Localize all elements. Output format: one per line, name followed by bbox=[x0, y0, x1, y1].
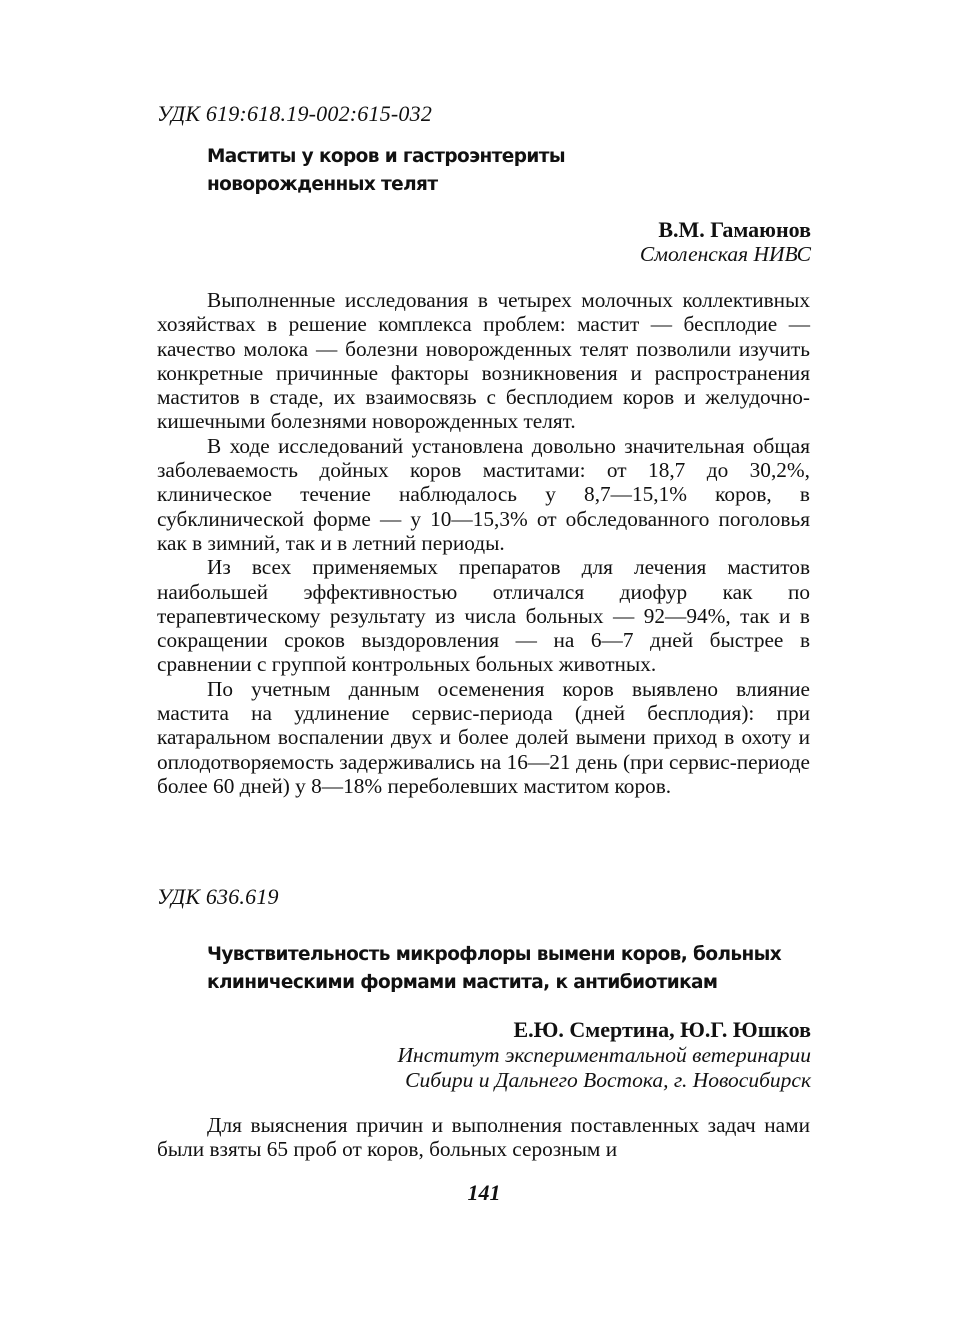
article1-paragraph: Из всех применяемых препаратов для лечения маститов наибольшей эффективностью отличался диофур как по терапевтическому результату из числа больных — 92—94%, так и в сокращении сроков выздоровления — на 6—7 дней быстрее в сравнении с группой контрольных больных животных. bbox=[157, 555, 810, 677]
page-number: 141 bbox=[467, 1180, 501, 1205]
article1-author: В.М. Гамаюнов bbox=[658, 217, 811, 242]
article1-paragraph: В ходе исследований установлена довольно значительная общая заболеваемость дойных коров маститами: от 18,7 до 30,2%, клиническое течение наблюдалось у 8,7—15,1% коров, в субклинической форме — у 10—15,3% от обследованного поголовья как в зимний, так и в летний периоды. bbox=[157, 433, 810, 555]
article1-udk: УДК 619:618.19-002:615-032 bbox=[157, 101, 433, 126]
article2-body bbox=[157, 1113, 810, 1162]
article1-title-line: Маститы у коров и гастроэнтериты bbox=[207, 146, 565, 167]
article1-body bbox=[157, 288, 810, 798]
article2-author: Е.Ю. Смертина, Ю.Г. Юшков bbox=[513, 1017, 811, 1042]
article1-affiliation-line: Смоленская НИВС bbox=[639, 242, 811, 266]
article1-title-line: новорожденных телят bbox=[207, 174, 438, 195]
article2-affiliation bbox=[398, 1043, 812, 1093]
article1-title bbox=[207, 143, 827, 199]
article1-paragraph: По учетным данным осеменения коров выявлено влияние мастита на удлинение сервис-периода (дней бесплодия): при катаральном воспалении двух и более долей вымени приход в охоту и оплодотворяемость задерживались на 16—21 день (при сервис-периоде более 60 дней) у 8—18% переболевших маститом коров. bbox=[157, 676, 810, 798]
article2-title-line: Чувствительность микрофлоры вымени коров, больных bbox=[207, 944, 782, 965]
article2-paragraph: Для выяснения причин и выполнения поставленных задач нами были взяты 65 проб от коров, больных серозным и bbox=[157, 1113, 810, 1162]
article2-title bbox=[207, 941, 827, 997]
article1-affiliation bbox=[640, 242, 811, 267]
article1-paragraph: Выполненные исследования в четырех молочных коллективных хозяйствах в решение комплекса проблем: мастит — бесплодие — качество молока — болезни новорожденных телят позволили изучить конкретные причинные факторы возникновения и распространения маститов в стаде, их взаимосвязь с бесплодием коров и желудочно-кишечными болезнями новорожденных телят. bbox=[157, 288, 810, 434]
article2-affiliation-line: Сибири и Дальнего Востока, г. Новосибирск bbox=[405, 1068, 811, 1092]
article2-title-line: клиническими формами мастита, к антибиотикам bbox=[207, 972, 718, 993]
article2-affiliation-line: Институт экспериментальной ветеринарии bbox=[397, 1043, 811, 1067]
article2-udk: УДК 636.619 bbox=[157, 884, 279, 909]
